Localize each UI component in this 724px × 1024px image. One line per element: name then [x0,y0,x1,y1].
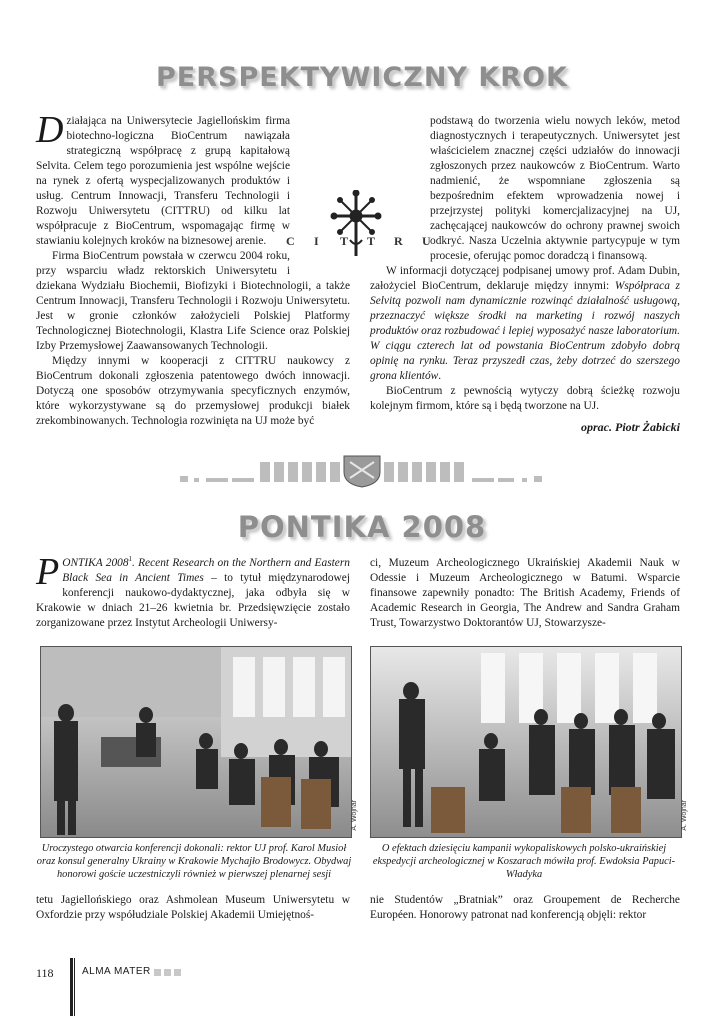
author-signature: oprac. Piotr Żabicki [581,420,680,434]
paragraph: W informacji dotyczącej podpisanej umowy prof. Adam Dubin, założyciel BioCentrum, deklaruje między innymi: Współpraca z Selvitą pozwoli nam dynamicznie rozwinąć działalność usługową, przeznaczyć większe środki na marketing i rozwój naszych produktów oraz rozbudować i lepiej wyposażyć nasze laboratorium. W ciągu czterech lat od powstania BioCentrum zdobyło dobrą opinię na rynku. Teraz przyszedł czas, żeby dotrzeć do szerszego grona klientów. [370,265,680,382]
photo-credit: A. Wojnar [351,800,358,831]
footer-square-icon [174,969,181,976]
paragraph: Działająca na Uniwersytecie Jagiellońskim firma biotechno-logiczna BioCentrum nawiązała strategiczną współpracę z grupą kapitałową Selvita. Celem tego porozumienia jest wspólne wejście na rynek z ofertą wyspecjalizowanych produktów i usług. Centrum Innowacji, Transferu Technologii i Rozwoju Uniwersytetu (CITTRU) od kilku lat współpracuje z BioCentrum, wspomagając firmę w stawianiu kolejnych kroków na biznesowej arenie. [36,109,290,247]
paragraph: Między innymi w kooperacji z CITTRU naukowcy z BioCentrum dokonali zgłoszenia patentowego dwóch innowacji. Dotyczą one sposobów otrzymywania specyficznych enzymów, które wykorzystywane są do przemysłowej produkcji białek zrekombinowanych. Technologia rozwinięta na UJ może być [36,355,350,427]
footer-square-icon [164,969,171,976]
article2-left-column [36,551,351,631]
cittru-logo [284,190,436,260]
logo-letter: T [340,234,349,248]
paragraph: Firma BioCentrum powstała w czerwcu 2004 roku, przy wsparciu władz rektorskich Uniwersytetu i dziekana Wydziału Biochemii, Biofizyki i Biotechnologii, a także Centrum Innowacji, Transferu Technologii i Rozwoju Uniwersytetu. Jest w gronie członków założycieli Polskiej Platformy Technologicznej Biotechnologii, Klastra Life Science oraz Polskiej Izby Przemysłowej Zaawansowanych Technologii. [36,250,350,352]
photo-caption: Uroczystego otwarcia konferencji dokonali: rektor UJ prof. Karol Musioł oraz konsul generalny Ukrainy w Krakowie Mychajło Brodowycz. Obydwaj honorowi goście uczestniczyli również w pierwszej plenarnej sesji [36,843,352,880]
article-title: PERSPEKTYWICZNY KROK [156,62,568,93]
logo-letter: I [314,234,319,248]
crest-icon [344,456,380,487]
paragraph: ci, Muzeum Archeologicznego Ukraińskiej Akademii Nauk w Odessie i Muzeum Archeologicznego w Batumi. Wsparcie finansowe zapewniły ponadto: The British Academy, Friends of Academic Research in Georgia, The Andrew and Sandra Graham Trust, Towarzystwo Doktorantów UJ, Stowarzysze- [370,557,680,629]
article2-bottom-left: tetu Jagiellońskiego oraz Ashmolean Museum Uniwersytetu w Oxfordzie przy współudziale Polskiej Akademii Umiejętnoś- [36,894,350,921]
article1-left-column [36,109,350,429]
star-emblem-icon [284,190,436,260]
article2-bottom-right: nie Studentów „Bratniak” oraz Groupement de Recherche Européen. Honorowy patronat nad konferencją objęli: rektor [370,894,680,921]
paragraph: BioCentrum z pewnością wytyczy dobrą ścieżkę rozwoju kolejnym firmom, które są i będą tworzone na UJ. [370,385,680,412]
article1-right-column [370,114,680,414]
logo-letter: C [286,234,295,248]
photo-caption: O efektach dziesięciu kampanii wykopaliskowych polsko-ukraińskiej ekspedycji archeologicznej w Koszarach mówiła prof. Ewdoksia Papuci-Władyka [372,843,676,880]
conference-photo [40,646,352,838]
footer-square-icon [154,969,161,976]
footer-rule [74,958,75,1016]
drop-cap: P [36,551,60,593]
drop-cap: D [36,109,64,151]
logo-letter: T [367,234,376,248]
photo-credit: A. Wojnar [681,800,688,831]
magazine-name: ALMA MATER [82,966,151,977]
logo-letter: U [422,234,431,248]
page-number: 118 [36,966,54,980]
article2-right-column [370,556,680,631]
paragraph: podstawą do tworzenia wielu nowych leków, metod diagnostycznych i terapeutycznych. Uniwersytet jest właścicielem znacznej części udziałów do innowacji zgłoszonych przez naukowców z BioCentrum. Warto nadmienić, że wspomniane zgłoszenia są bezpośrednim efektem wprowadzenia nowej i przejrzystej polityki komercjalizacyjnej na UJ, zachęcającej naukowców do ochrony prawnej swoich odkryć. Nasza Uczelnia aktywnie partycypuje w tym procesie, oferując pomoc doradczą i finansową. [430,115,680,262]
conference-photo [370,646,682,838]
article-title: PONTIKA 2008 [237,510,487,544]
footer-rule [70,958,73,1016]
logo-letter: R [394,234,403,248]
ornament-divider [180,452,544,488]
paragraph: PONTIKA 2008$^1$. Recent Research on the Northern and Eastern Black Sea in Ancient Times – to tytuł międzynarodowej konferencji naukowo-dydaktycznej, jaka odbyła się w Krakowie w dniach 21–26 kwietnia br. Przedsięwzięcie zostało zorganizowane przez Instytut Archeologii Uniwersy- [36,551,351,629]
